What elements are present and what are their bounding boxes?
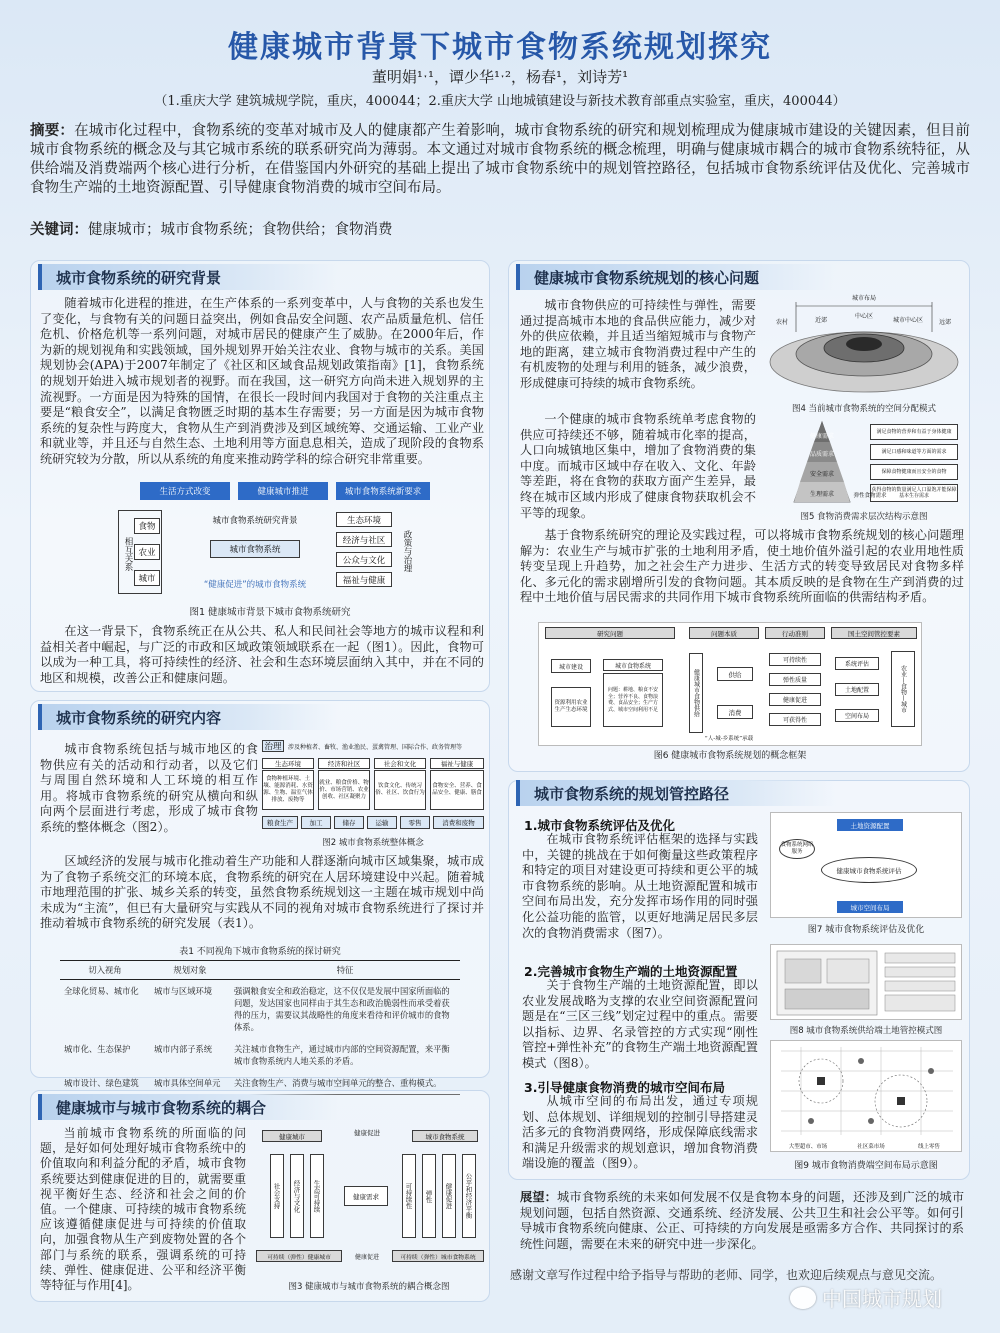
fig1-top-3: 城市食物系统新要求	[336, 482, 430, 500]
fig1-left-3: 城市	[134, 570, 160, 586]
keywords-label: 关键词：	[30, 222, 88, 238]
fig8-caption: 图8 城市食物系统供给端土地管控模式图	[789, 1026, 943, 1036]
table-1	[60, 960, 460, 1095]
fig1-top-2: 健康城市推进	[238, 482, 328, 500]
fig6-left-mid: 资源利用农业生产生态环境	[551, 687, 591, 727]
table1-cell: 城市化、生态保护	[64, 1044, 131, 1054]
figure-8	[770, 944, 962, 1020]
figure-6	[538, 622, 922, 746]
core-para3: 基于食物系统研究的理论及实践过程，可以将城市食物系统规划的核心问题理解为：农业生产与城市扩张的土地利用矛盾，使土地价值外溢引起的农业用地性质转变呈现上升趋势，加之社会生产力进步、生活方式的转变导致居民对食物多样化、多元化的需求剧增所引发的食物问题。其本质反映的是食物在生产到消费的过程中土地价值与居民需求的共同作用下城市食物系统所面临的供需结构矛盾。	[520, 528, 964, 605]
path-p2: 关于食物生产端的土地资源配置，即以农业发展战略为支撑的农业空间资源配置问题是在“三区三线”划定过程中的重点。需要以指标、边界、名录管控的方式实现“刚性管控+弹性补充”的食物生产端土地资源配置模式（图8）。	[522, 978, 758, 1070]
fig2-chain-3: 储存	[334, 816, 364, 829]
outlook-label: 展望：	[520, 1190, 558, 1204]
table1-cell: 强调粮食安全和政治稳定，这不仅仅是发展中国家所面临的问题，发达国家也同样由于其生态和政治脆弱性而承受着获得的压力，需要议其战略性的角度来看待和评价城市的食物体系。	[234, 986, 450, 1032]
fig5-level-3: 安全需求	[809, 470, 834, 478]
fig6-col-1: 研究问题	[545, 627, 675, 639]
fig3-right-3: 健康促进	[442, 1154, 456, 1238]
table1-caption: 表1 不同视角下城市食物系统的探讨研究	[179, 947, 341, 957]
table1-cell: 城市内部子系统	[154, 1044, 213, 1054]
abstract-text: 在城市化过程中，食物系统的变革对城市及人的健康都产生着影响，城市食物系统的研究和规划梳理成为健康城市建设的关键因素，但目前城市食物系统的概念及与其它城市系统的联系研究尚为薄弱。本文通过对城市食物系统的概念梳理，明确与健康城市耦合的城市食物系统特征，从供给端及消费端两个核心进行分析，在借鉴国内外研究的基础上提出了城市食物系统中的规划管控路径，包括城市食物系统评估及优化、完善城市食物生产端的土地资源配置、引导健康食物消费的城市空间布局。	[30, 123, 971, 196]
figure-2	[262, 740, 484, 832]
fig5-note-3: 保障食物健康而且安全的食物	[870, 464, 958, 480]
fig2-col-4-body: 食物安全、营养、食品安全、健康、膳食	[430, 770, 484, 810]
fig3-caption: 图3 健康城市与城市食物系统的耦合概念图	[288, 1282, 450, 1292]
fig3-right-top: 城市食物系统	[412, 1130, 478, 1142]
core-para2: 一个健康的城市食物系统单考虑食物的供应可持续还不够，随着城市化率的提高，人口向城镇地区集中，增加了食物消费的集中度。而城市区域中存在收入、文化、年龄等差距，将在食物的获取方面产生差异，最终在城市区域内形成了健康食物获取机会不平等的现象。	[520, 412, 756, 520]
fig3-right-1: 可持续性	[402, 1154, 416, 1238]
fig3-right-2: 弹性	[422, 1154, 436, 1238]
table1-header-1: 切入视角	[60, 961, 150, 980]
fig5-note-4: 获得食物的数量满足人口温饱并能保障基本生存需求	[870, 484, 958, 502]
watermark	[790, 1283, 942, 1312]
fig3-left-1: 社会支持	[270, 1154, 284, 1238]
content-para1: 城市食物系统包括与城市地区的食物供应有关的活动和行动者，以及它们与周围自然环境和人工环境的相互作用。将城市食物系统的研究从横向和纵向两个层面进行考虑，形成了城市食物系统的整体概念（图2）。	[40, 742, 258, 834]
fig2-col-3-head: 社会和文化	[374, 758, 426, 769]
fig5-level-2: 品质需求	[809, 450, 834, 458]
fig2-chain-2: 加工	[301, 816, 331, 829]
fig1-left-1: 食物	[134, 518, 160, 534]
figure-3	[252, 1124, 486, 1274]
figure-1	[110, 482, 430, 600]
path-p3: 从城市空间的布局出发，通过专项规划、总体规划、详细规划的控制引导搭建灵活多元的食物消费网络，形成保障底线需求和满足升级需求的规划意识，增加食物消费端设施的覆盖（图9）。	[522, 1094, 758, 1171]
fig6-goal-2: 弹性质量	[769, 673, 821, 686]
fig1-left-label: 相互关系	[123, 537, 133, 571]
fig5-note-1: 满足食物的营养和有益于身体健康	[870, 424, 958, 440]
fig6-target-3: 空间布局	[835, 709, 879, 722]
fig5-caption: 图5 食物消费需求层次结构示意图	[800, 512, 928, 522]
fig6-target-2: 土地配置	[835, 683, 879, 696]
table-row	[60, 1038, 460, 1072]
fig2-col-2-head: 经济和社区	[318, 758, 370, 769]
table1-cell: 关注食物生产、消费与城市空间单元的整合、重构模式。	[230, 1072, 460, 1095]
path-p1: 在城市食物系统评估框架的选择与实践中，关键的挑战在于如何衡量这些政策程序和特定的项目对建设更可持续和更公平的城市食物系统的影响。从土地资源配置和城市空间布局出发，充分发挥市场作用的同时强化公益功能的监管，以更好地满足居民多层次的食物消费需求（图7）。	[522, 832, 758, 940]
fig3-bottom-mid: 健康促进	[354, 1253, 379, 1261]
fig4-label-6: 远郊	[938, 318, 951, 326]
fig1-right-4: 福祉与健康	[336, 572, 392, 587]
table1-cell: 关注城市食物生产，通过城市内部的空间资源配置，来平衡城市食物系统内人地关系的矛盾。	[234, 1044, 450, 1066]
coupling-para: 当前城市食物系统的所面临的问题，是好如何处理好城市食物系统中的价值取向和利益分配的矛盾，城市食物系统要达到健康促进的目的，就需要重视平衡好生态、经济和社会之间的价值。一个健康、可持续的城市食物系统应该遵循健康促进与可持续的价值取向，加强食物从生产到废物处置的各个部门与系统的联系，强调系统的可持续、弹性、健康促进、公平和经济平衡等特征与作用[4]。	[40, 1126, 246, 1293]
fig3-right-4: 公平和经济平衡	[462, 1154, 476, 1238]
authors: 董明娟¹ˑ¹，谭少华¹ˑ²，杨春¹，刘诗芳¹	[371, 68, 629, 86]
fig4-label-5: 城市中心区	[892, 316, 923, 324]
fig1-top-1: 生活方式改变	[140, 482, 230, 500]
figure-9	[770, 1040, 962, 1152]
fig8-landuse-diagram	[771, 945, 963, 1021]
fig2-col-4-head: 福祉与健康	[430, 758, 484, 769]
abstract-label: 摘要：	[30, 123, 75, 139]
fig1-right-label: 政策与治理	[402, 529, 412, 573]
fig6-goal-4: 可获得性	[769, 713, 821, 726]
fig6-mid-label: 健康城市食物供给	[689, 653, 703, 733]
fig4-label-4: 农村	[775, 318, 788, 326]
fig5-level-1: 健康需求	[809, 432, 834, 440]
heading-background: 城市食物系统的研究背景	[38, 264, 338, 290]
fig9-legend-1: 大型超市、市场	[788, 1144, 828, 1150]
fig9-layout-diagram	[771, 1041, 963, 1141]
fig2-col-3-body: 饮食文化、传统习俗、社区、饮食行为	[374, 770, 426, 810]
fig1-right-1: 生态环境	[336, 512, 392, 527]
fig1-center: 城市食物系统	[210, 540, 300, 558]
fig5-note-2: 满足口感和味道等方面的需求	[870, 444, 958, 460]
fig6-sys: 城市食物系统	[603, 659, 663, 671]
fig7-left: 食物系统网络服务	[779, 839, 815, 859]
fig3-mid: 健康需求	[344, 1186, 388, 1206]
table1-cell: 城市设计、绿色建筑	[60, 1072, 150, 1095]
figure-5	[766, 418, 962, 508]
fig4-label-3: 近郊	[814, 316, 827, 324]
fig6-target-1: 系统评估	[835, 657, 879, 670]
outlook-text: 城市食物系统的未来如何发展不仅是食物本身的问题，还涉及到广泛的城市规划问题，包括自然资源、交通系统、经济发展、公共卫生和社会公平等。如何引导城市食物系统向健康、公正、可持续的方向发展是亟需多方合作、共同探讨的系统性问题，需要在未来的研究中进一步深化。	[520, 1190, 965, 1251]
figure-7	[770, 812, 962, 918]
keywords	[30, 218, 970, 239]
table1-cell: 城市与区域环境	[154, 986, 213, 996]
table1-header-2: 规划对象	[150, 961, 230, 980]
fig2-col-1-body: 食物种植环境、土壤、能源消耗、水资源、生物、温室气体排放、废物等	[262, 770, 314, 810]
heading-coupling: 健康城市与城市食物系统的耦合	[38, 1094, 338, 1120]
outlook	[520, 1190, 964, 1252]
acknowledgement: 感谢文章写作过程中给予指导与帮助的老师、同学，也欢迎后续观点与意见交流。	[510, 1268, 943, 1282]
fig1-bottom: “健康促进”的城市食物系统	[203, 580, 307, 590]
fig2-top-label: 治理	[262, 740, 284, 752]
figure-4	[766, 292, 962, 396]
path-sub1: 1.城市食物系统评估及优化	[524, 818, 675, 833]
fig1-left-2: 农业	[134, 544, 160, 560]
fig5-side: 弹性食物需求	[853, 493, 887, 499]
fig6-note: “人-城-乡系统”承载	[704, 736, 754, 742]
fig3-left-3: 生态可持续	[310, 1154, 324, 1238]
fig1-center-title: 城市食物系统研究背景	[212, 516, 298, 526]
table1-header-3: 特征	[230, 961, 460, 980]
fig3-mid-top: 健康促进	[354, 1128, 380, 1137]
heading-content: 城市食物系统的研究内容	[38, 704, 338, 730]
fig6-col-4: 国土空间管控要素	[831, 627, 917, 639]
fig9-legend-3: 线上零售	[917, 1144, 940, 1150]
table1-cell: 全球化贸易、城市化	[64, 986, 139, 996]
fig2-caption: 图2 城市食物系统整体概念	[322, 838, 424, 848]
fig6-demand: 消费	[717, 705, 753, 719]
fig6-sys-items: 问题：耕地、粮食不安全；营养不良、食物浪费、食品安全；生产方式、城市空间利用不足	[603, 673, 663, 727]
fig5-level-4: 生理需求	[809, 490, 834, 498]
fig1-right-3: 公众与文化	[336, 552, 392, 567]
wechat-logo-icon	[790, 1287, 816, 1309]
abstract	[30, 122, 970, 198]
fig4-spatial-diagram	[766, 292, 962, 396]
heading-path: 城市食物系统的规划管控路径	[516, 780, 836, 806]
fig1-right-2: 经济与社区	[336, 532, 392, 547]
keywords-text: 健康城市；城市食物系统；食物供给；食物消费	[88, 222, 393, 238]
fig4-label-1: 城市布局	[851, 294, 876, 302]
fig2-chain-6: 消费和废物	[433, 816, 484, 829]
core-para1: 城市食物供应的可持续性与弹性，需要通过提高城市本地的食品供应能力，减少对外的供应依赖，并且适当缩短城市与食物产地的距离，建立城市食物消费过程中产生的有机废物的处理与利用的链条，减少浪费，形成健康可持续的城市食物系统。	[520, 298, 756, 390]
fig2-top-items: 涉及种植者、畜牧、渔业渔民、蛋禽管理、国际合作、政务管理等	[288, 743, 463, 751]
fig2-chain-1: 粮食生产	[262, 816, 298, 829]
content-para2: 区域经济的发展与城市化推动着生产功能和人群逐渐向城市区域集聚，城市成为了食物子系统交汇的环境本底，食物系统的研究在人居环境建设中兴起。随着城市地理范围的扩张、城乡关系的转变，虽然食物系统规划这一主题在城市规划中尚未成为“主流”，但已有大量研究与实践从不同的视角对城市食物系统进行了探讨并推动着城市食物系统的研究发展（表1）。	[40, 854, 484, 931]
fig6-goal-1: 可持续性	[769, 653, 821, 666]
fig1-caption: 图1 健康城市背景下城市食物系统研究	[189, 607, 351, 618]
fig6-left-top: 城市建设	[551, 659, 591, 673]
fig6-caption: 图6 健康城市食物系统规划的概念框架	[653, 751, 807, 761]
background-para1: 随着城市化进程的推进，在生产体系的一系列变革中，人与食物的关系也发生了变化，与食物有关的问题日益突出，例如食品安全问题、农产品质量危机、信任危机、价格危机等一系列问题，对城市居民的健康产生了威胁。在2000年后，作为新的规划视角和实践领域，国外规划界开始关注农业、食物与城市的关系。美国规划协会(APA)于2007年制定了《社区和区域食品规划政策指南》[1]，食物系统的规划开始进入城市规划者的视野。而在我国，这一研究方向尚未进入规划界的主流视野。一方面是因为特殊的国情，在很长一段时间内我国对于食物的关注重点主要是“粮食安全”，以满足食物匮乏时期的基本生存需要；另一方面是因为城市食物系统的复杂性与跨度大，食物从生产到消费涉及到区域统筹、交通运输、工业产业和就业等，并且还与自然生态、土地利用等方面息息相关，造成了现阶段的食物系统研究较为分散，所以从系统的角度来推动跨学科的综合研究非常重要。	[40, 296, 484, 466]
fig4-caption: 图4 当前城市食物系统的空间分配模式	[791, 404, 937, 414]
fig2-chain-5: 零售	[400, 816, 430, 829]
poster-title: 健康城市背景下城市食物系统规划探究	[228, 30, 772, 65]
fig3-bottom-left: 可持续（弹性）健康城市	[256, 1250, 342, 1262]
fig3-bottom-right: 可持续（弹性）城市食物系统	[392, 1250, 484, 1262]
fig7-bottom: 城市空间布局	[837, 901, 903, 913]
fig2-col-2-body: 就业、粮食价格、物价、市场营销、农业创收、社区凝聚力	[318, 770, 370, 810]
fig9-legend-2: 社区菜市场	[857, 1144, 885, 1150]
fig2-chain-4: 运输	[367, 816, 397, 829]
fig9-caption: 图9 城市食物消费端空间布局示意图	[794, 1161, 938, 1171]
watermark-text: 中国城市规划	[822, 1287, 942, 1311]
heading-core: 健康城市食物系统规划的核心问题	[516, 264, 836, 290]
fig6-col-2: 问题本质	[689, 627, 759, 639]
background-para2: 在这一背景下，食物系统正在从公共、私人和民间社会等地方的城市议程和利益相关者中崛起，与广泛的市政和区域政策领域联系在一起（图1）。因此，食物可以成为一种工具，将可持续性的经济、社会和生态环境层面纳入其中，并在不同的地区和规模，改善公正和健康问题。	[40, 624, 484, 685]
fig4-label-2: 中心区	[854, 312, 873, 320]
fig3-left-2: 经济与文化	[290, 1154, 304, 1238]
fig6-right: 农业—食物—城市	[891, 651, 915, 727]
fig6-supply: 供给	[717, 667, 753, 681]
fig6-col-3: 行动准则	[765, 627, 825, 639]
table1-cell: 城市具体空间单元	[150, 1072, 230, 1095]
table-row	[60, 980, 460, 1039]
fig7-caption: 图7 城市食物系统评估及优化	[807, 925, 925, 935]
fig7-top: 土地资源配置	[837, 819, 903, 831]
path-sub2: 2.完善城市食物生产端的土地资源配置	[524, 964, 738, 979]
fig3-left-top: 健康城市	[262, 1130, 322, 1142]
fig2-col-1-head: 生态环境	[262, 758, 314, 769]
fig7-center: 健康城市食物系统评估	[821, 857, 917, 883]
path-sub3: 3.引导健康食物消费的城市空间布局	[524, 1080, 725, 1095]
affiliations: （1.重庆大学 建筑城规学院，重庆，400044；2.重庆大学 山地城镇建设与新技术教育部重点实验室，重庆，400044）	[154, 94, 846, 109]
fig6-goal-3: 健康促进	[769, 693, 821, 706]
